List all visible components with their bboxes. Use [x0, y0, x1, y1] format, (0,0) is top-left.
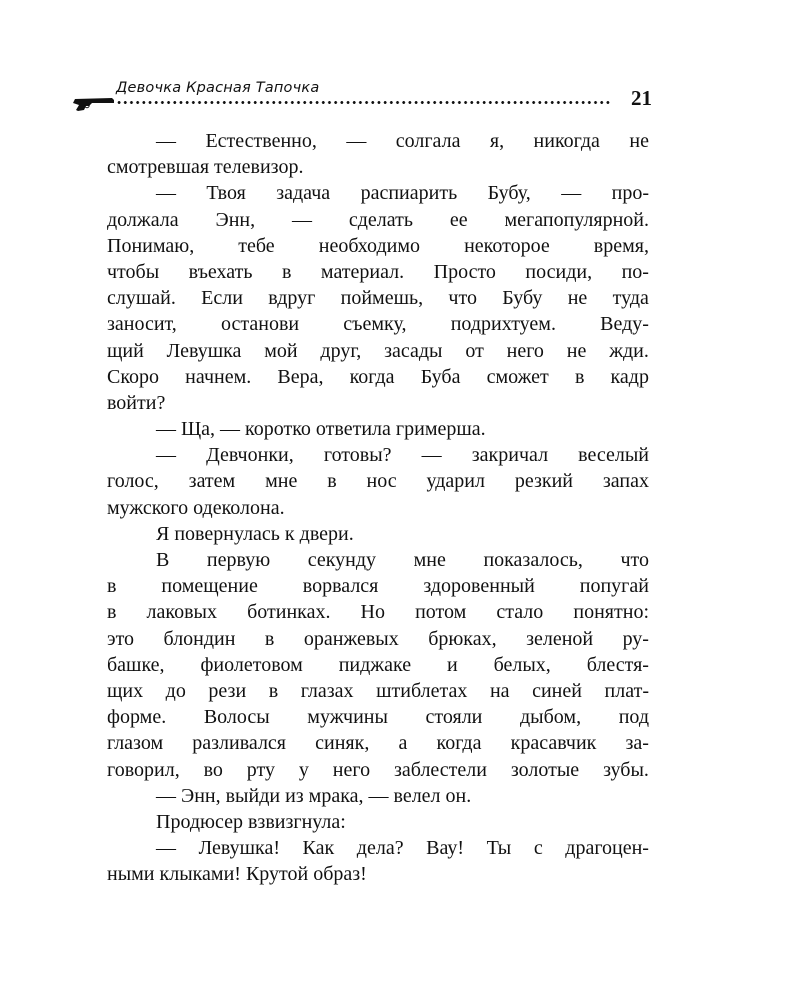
- text-line: Скоро начнем. Вера, когда Буба сможет в кадр: [107, 365, 649, 388]
- text-line: — Энн, выйди из мрака, — велел он.: [156, 784, 472, 807]
- text-line: смотревшая телевизор.: [107, 156, 304, 179]
- text-line: слушай. Если вдруг поймешь, что Бубу не туда: [107, 287, 649, 310]
- text-line: глазом разливался синяк, а когда красавчик за-: [107, 732, 649, 755]
- text-line: — Ща, — коротко ответила гримерша.: [156, 418, 486, 441]
- dot-leader: [116, 100, 610, 105]
- text-line: ными клыками! Крутой образ!: [107, 863, 367, 886]
- text-line: щих до рези в глазах штиблетах на синей плат-: [107, 679, 649, 702]
- page-number: 21: [631, 86, 652, 110]
- text-line: — Левушка! Как дела? Вау! Ты с драгоцен-: [156, 837, 649, 860]
- running-header: [72, 78, 652, 114]
- text-line: говорил, во рту у него заблестели золотые зубы.: [107, 758, 649, 781]
- text-line: голос, затем мне в нос ударил резкий запах: [107, 470, 649, 493]
- text-line: Продюсер взвизгнула:: [156, 810, 346, 833]
- text-line: это блондин в оранжевых брюках, зеленой ру-: [107, 627, 649, 650]
- text-line: заносит, останови съемку, подрихтуем. Веду-: [107, 313, 649, 336]
- text-line: в помещение ворвался здоровенный попугай: [107, 575, 649, 598]
- text-line: должала Энн, — сделать ее мегапопулярной.: [107, 208, 649, 231]
- running-title: Девочка Красная Тапочка: [116, 80, 320, 96]
- text-line: Понимаю, тебе необходимо некоторое время,: [107, 234, 649, 257]
- text-line: — Девчонки, готовы? — закричал веселый: [156, 444, 649, 467]
- body-text: [107, 128, 649, 887]
- text-line: — Твоя задача распиарить Бубу, — про-: [156, 182, 649, 205]
- text-line: В первую секунду мне показалось, что: [156, 549, 649, 571]
- text-line: башке, фиолетовом пиджаке и белых, блестя-: [107, 653, 649, 676]
- text-line: щий Левушка мой друг, засады от него не жди.: [107, 339, 649, 362]
- text-line: чтобы въехать в материал. Просто посиди, по-: [107, 260, 649, 283]
- pistol-icon: [72, 94, 116, 112]
- text-line: в лаковых ботинках. Но потом стало понятно:: [107, 601, 649, 624]
- text-line: войти?: [107, 391, 166, 414]
- text-line: Я повернулась к двери.: [156, 522, 354, 545]
- text-line: форме. Волосы мужчины стояли дыбом, под: [107, 706, 649, 729]
- text-line: — Естественно, — солгала я, никогда не: [156, 130, 649, 152]
- text-line: мужского одеколона.: [107, 496, 285, 519]
